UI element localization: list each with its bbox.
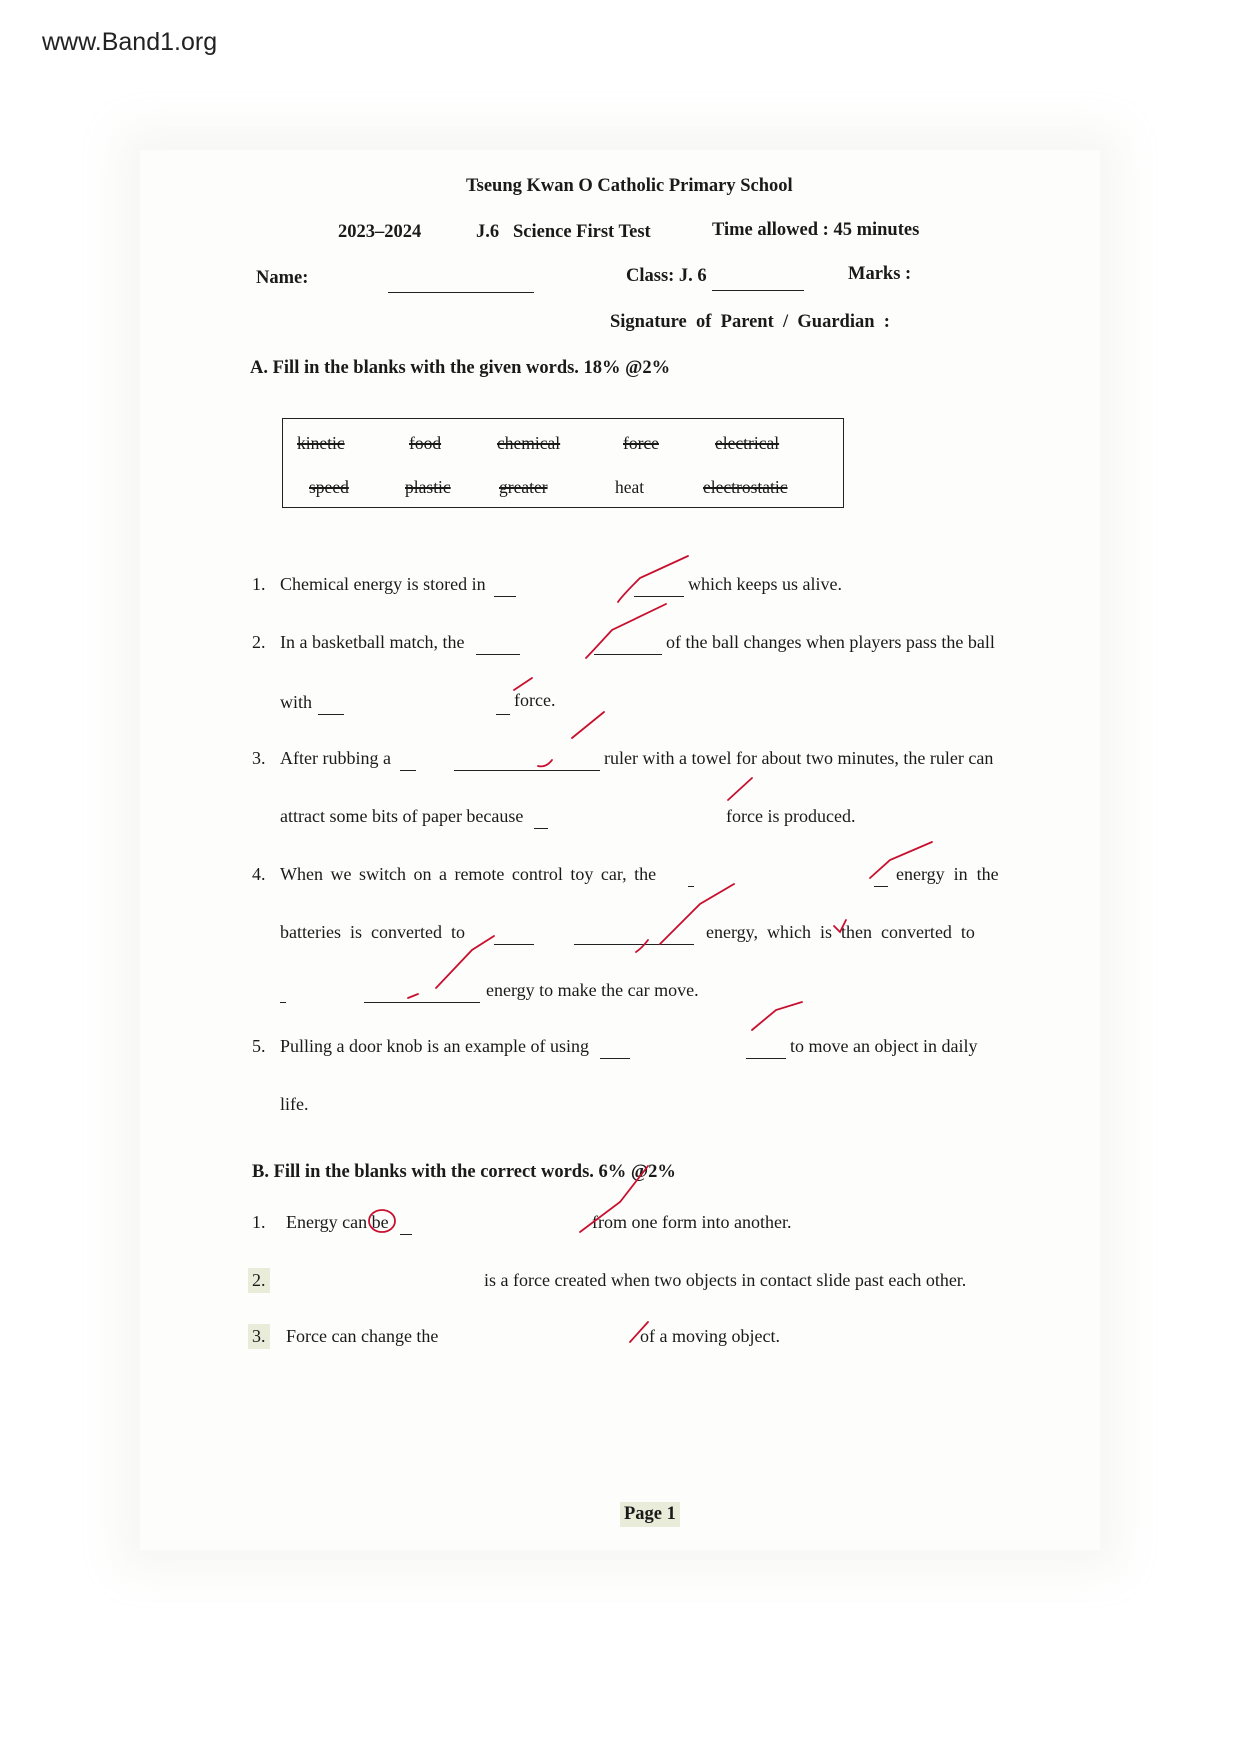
signature-label: Signature of Parent / Guardian : [610, 312, 890, 332]
a-q4-line2-start: batteries is converted to [280, 922, 465, 942]
a-q5-blank-start [600, 1044, 630, 1059]
page-number: Page 1 [620, 1502, 680, 1527]
word-electrical: electrical [715, 433, 780, 453]
b-q2-number: 2. [248, 1268, 270, 1293]
a-q4-line2-end: energy, which is then converted to [706, 922, 975, 942]
a-q1-number: 1. [252, 574, 266, 594]
class-label: Class: J. 6 [626, 266, 707, 286]
a-q2-blank-with [318, 700, 344, 715]
section-a-heading: A. Fill in the blanks with the given words. 18% @2% [250, 358, 671, 378]
a-q5-number: 5. [252, 1036, 266, 1056]
section-b-heading: B. Fill in the blanks with the correct words. 6% @2% [252, 1162, 676, 1182]
a-q2-blank-force [496, 700, 510, 715]
b-q3-text-end: of a moving object. [640, 1326, 780, 1346]
b-q1-number: 1. [252, 1212, 266, 1232]
class-blank [712, 276, 804, 291]
b-q1-blank [400, 1220, 412, 1235]
a-q1-text-end: which keeps us alive. [688, 574, 842, 594]
word-kinetic: kinetic [297, 433, 345, 453]
word-bank [282, 418, 844, 508]
a-q5-text-start: Pulling a door knob is an example of using [280, 1036, 589, 1056]
name-label: Name: [256, 268, 309, 288]
word-greater: greater [499, 477, 548, 497]
a-q4-blank-c [494, 930, 534, 945]
school-year: 2023–2024 [338, 222, 422, 242]
a-q3-line2-end: force is produced. [726, 806, 856, 826]
b-q2-text: is a force created when two objects in contact slide past each other. [484, 1270, 967, 1290]
name-blank [388, 278, 534, 293]
a-q4-blank-d [574, 930, 694, 945]
a-q3-number: 3. [252, 748, 266, 768]
marks-label: Marks : [848, 264, 912, 284]
word-force: force [623, 433, 659, 453]
a-q1-blank-start [494, 582, 516, 597]
a-q3-blank-end [454, 756, 600, 771]
a-q4-blank-e [280, 988, 286, 1003]
time-allowed: Time allowed : 45 minutes [712, 220, 920, 240]
a-q4-blank-f [364, 988, 480, 1003]
word-electrostatic: electrostatic [703, 477, 788, 497]
a-q3-line2-start: attract some bits of paper because [280, 806, 524, 826]
b-q1-text-end: from one form into another. [592, 1212, 792, 1232]
site-watermark: www.Band1.org [42, 28, 218, 56]
a-q4-text-energy: energy in the [896, 864, 999, 884]
a-q4-text-start: When we switch on a remote control toy car, the [280, 864, 657, 884]
a-q5-line2: life. [280, 1094, 309, 1114]
word-speed: speed [309, 477, 349, 497]
test-title: J.6 Science First Test [476, 222, 651, 242]
a-q3-text-start: After rubbing a [280, 748, 391, 768]
a-q4-line3-end: energy to make the car move. [486, 980, 699, 1000]
a-q2-blank-end [594, 640, 662, 655]
school-name: Tseung Kwan O Catholic Primary School [466, 176, 793, 196]
a-q5-blank-end [746, 1044, 786, 1059]
b-q3-number: 3. [248, 1324, 270, 1349]
a-q4-number: 4. [252, 864, 266, 884]
b-q1-text-start: Energy can be [286, 1212, 389, 1232]
a-q4-blank-b [874, 872, 888, 887]
b-q3-text-start: Force can change the [286, 1326, 439, 1346]
a-q2-force-text: force. [514, 690, 556, 710]
a-q2-text-start: In a basketball match, the [280, 632, 465, 652]
a-q1-blank-end [634, 582, 684, 597]
a-q2-text-end: of the ball changes when players pass the ball [666, 632, 995, 652]
a-q3-text-end: ruler with a towel for about two minutes, the ruler can [604, 748, 994, 768]
a-q1-text-start: Chemical energy is stored in [280, 574, 486, 594]
a-q2-number: 2. [252, 632, 266, 652]
a-q5-text-end: to move an object in daily [790, 1036, 978, 1056]
word-plastic: plastic [405, 477, 451, 497]
a-q4-blank-a [688, 872, 694, 887]
word-heat: heat [615, 477, 645, 497]
a-q2-blank-start [476, 640, 520, 655]
word-chemical: chemical [497, 433, 561, 453]
a-q3-blank-line2 [534, 814, 548, 829]
a-q2-with-label: with [280, 692, 313, 712]
word-food: food [409, 433, 442, 453]
a-q3-blank-start [400, 756, 416, 771]
